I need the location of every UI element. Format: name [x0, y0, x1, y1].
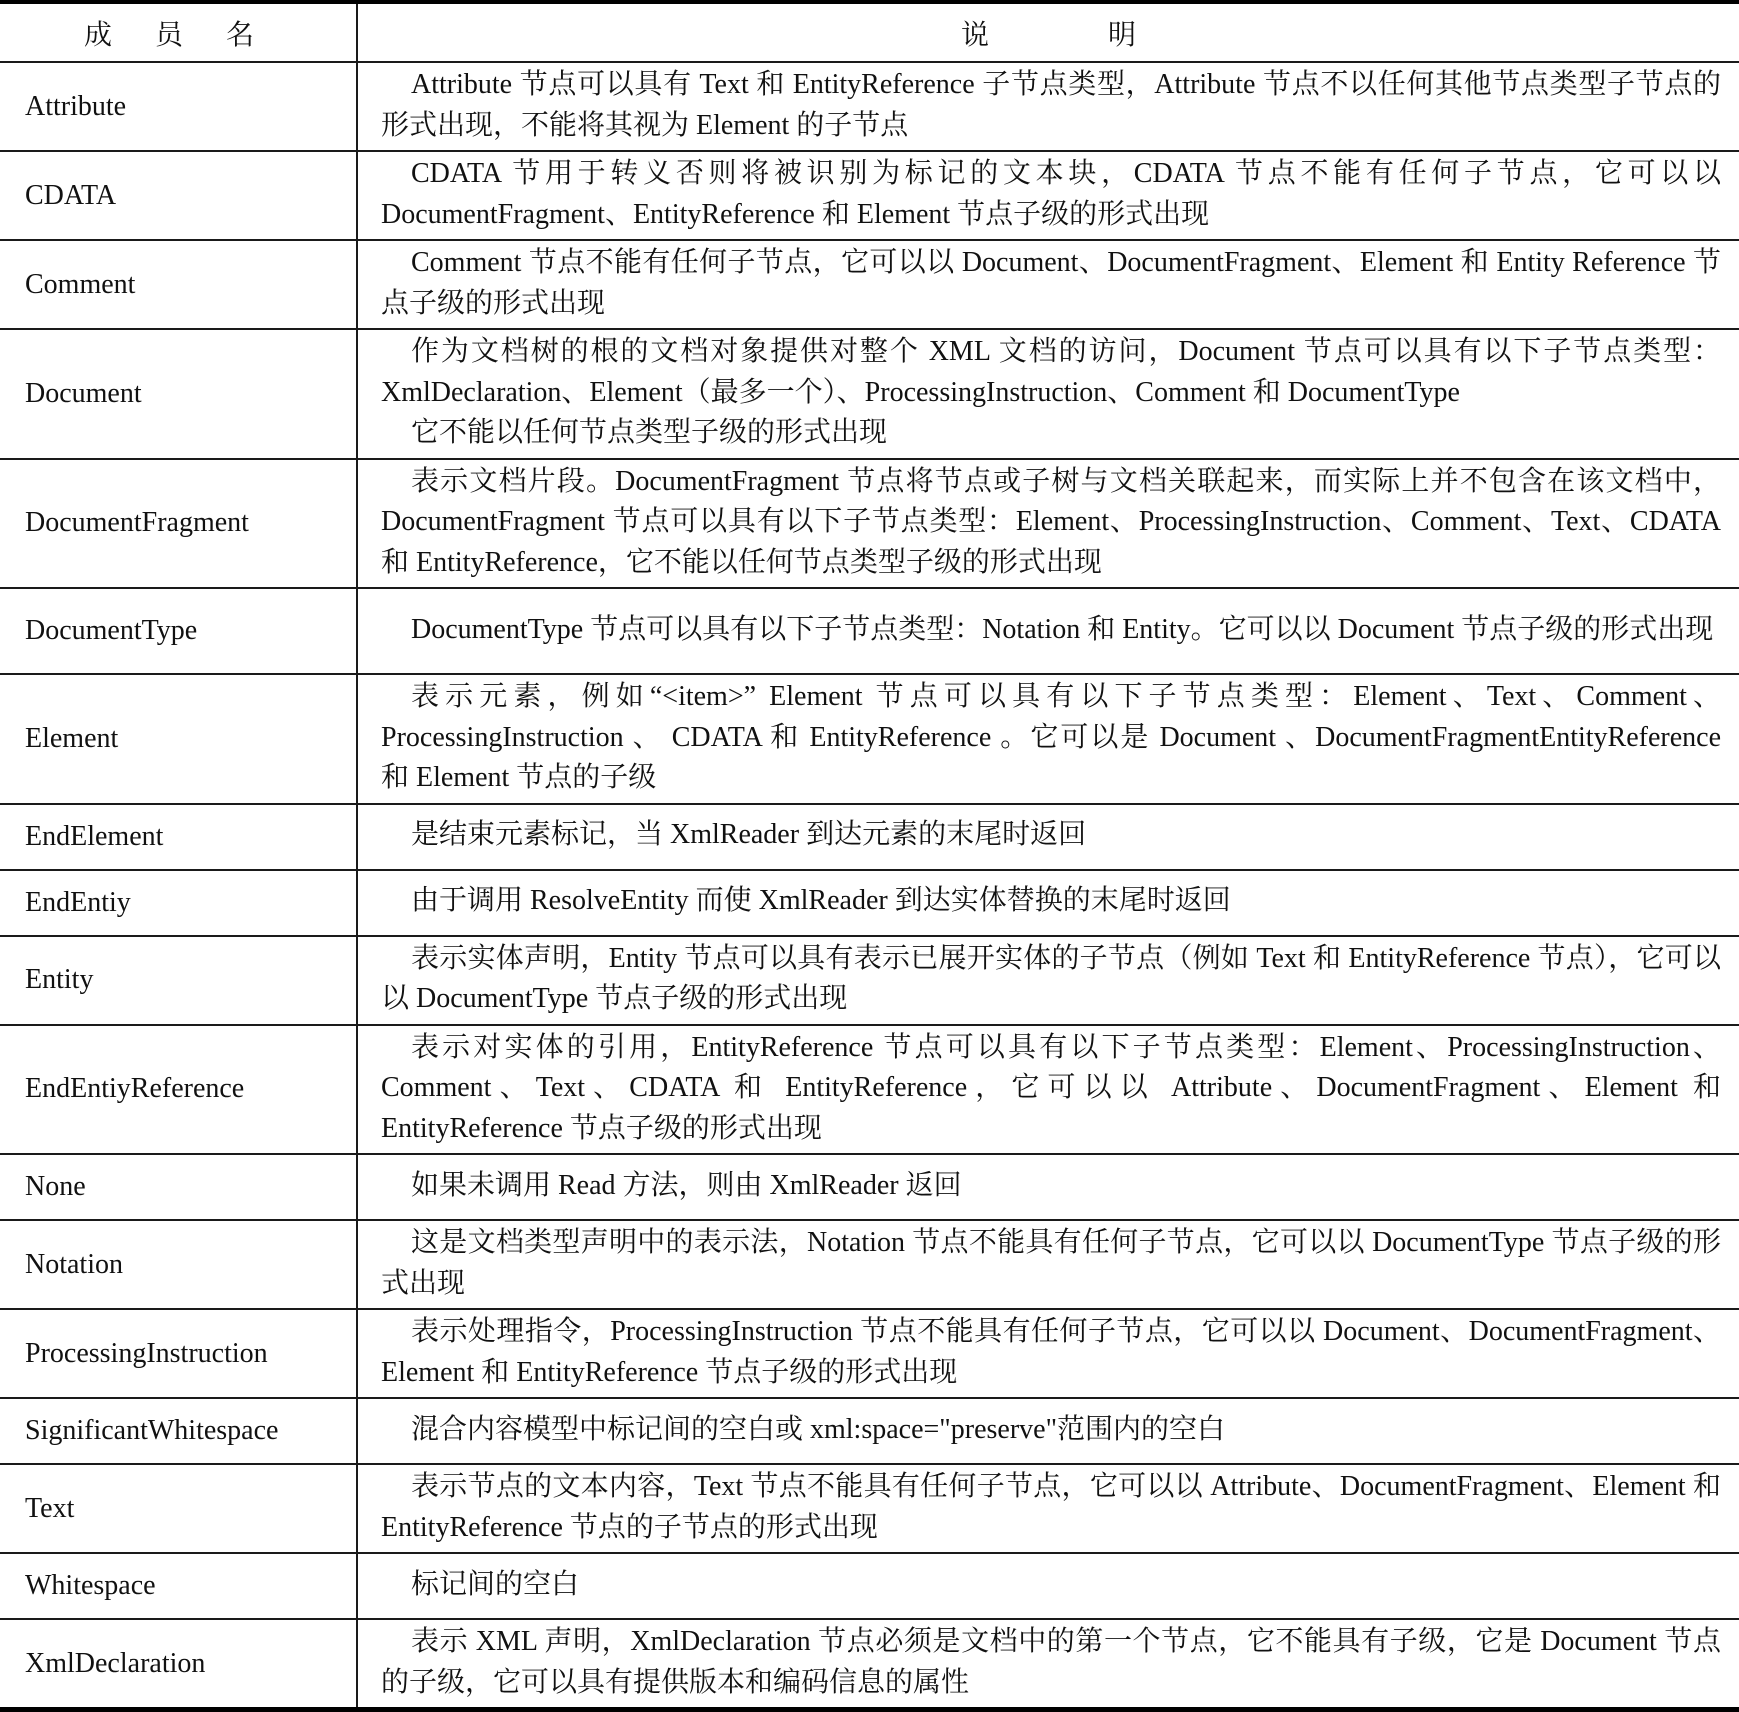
table-row	[0, 588, 1739, 674]
table-row	[0, 804, 1739, 870]
description-cell: 表示文档片段。DocumentFragment 节点将节点或子树与文档关联起来，而实际上并不包含在该文档中，DocumentFragment 节点可以具有以下子节点类型：Element、ProcessingInstruction、Comment、Text、CDATA 和 EntityReference，它不能以任何节点类型子级的形式出现	[357, 459, 1739, 589]
description-text: 作为文档树的根的文档对象提供对整个 XML 文档的访问，Document 节点可以具有以下子节点类型：XmlDeclaration、Element（最多一个）、ProcessingInstruction、Comment 和 DocumentType	[381, 336, 1721, 408]
description-cell: 标记间的空白	[357, 1553, 1739, 1619]
column-header-member-name: 成 员 名	[0, 2, 357, 62]
description-cell: DocumentType 节点可以具有以下子节点类型：Notation 和 Entity。它可以以 Document 节点子级的形式出现	[357, 588, 1739, 674]
member-name-cell: Comment	[0, 240, 357, 329]
member-name-cell: Document	[0, 329, 357, 459]
table-row	[0, 1464, 1739, 1553]
description-cell: 表示实体声明，Entity 节点可以具有表示已展开实体的子节点（例如 Text 和 EntityReference 节点），它可以以 DocumentType 节点子级的形式出现	[357, 936, 1739, 1025]
member-name-cell: DocumentFragment	[0, 459, 357, 589]
member-name-cell: None	[0, 1154, 357, 1220]
member-name-cell: Text	[0, 1464, 357, 1553]
description-cell: CDATA 节用于转义否则将被识别为标记的文本块，CDATA 节点不能有任何子节点，它可以以 DocumentFragment、EntityReference 和 Element 节点子级的形式出现	[357, 151, 1739, 240]
description-cell: 是结束元素标记，当 XmlReader 到达元素的末尾时返回	[357, 804, 1739, 870]
table-row	[0, 240, 1739, 329]
member-name-cell: SignificantWhitespace	[0, 1398, 357, 1464]
description-cell	[357, 329, 1739, 459]
table-row	[0, 1619, 1739, 1710]
table-row	[0, 870, 1739, 936]
description-cell: 表示 XML 声明，XmlDeclaration 节点必须是文档中的第一个节点，它不能具有子级，它是 Document 节点的子级，它可以具有提供版本和编码信息的属性	[357, 1619, 1739, 1710]
description-cell: 这是文档类型声明中的表示法，Notation 节点不能具有任何子节点，它可以以 DocumentType 节点子级的形式出现	[357, 1220, 1739, 1309]
member-name-cell: EndEntiyReference	[0, 1025, 357, 1155]
table-header-row	[0, 2, 1739, 62]
description-cell: 表示处理指令，ProcessingInstruction 节点不能具有任何子节点，它可以以 Document、DocumentFragment、Element 和 EntityReference 节点子级的形式出现	[357, 1309, 1739, 1398]
member-name-cell: Entity	[0, 936, 357, 1025]
description-text-extra: 它不能以任何节点类型子级的形式出现	[411, 417, 888, 448]
table-row	[0, 1154, 1739, 1220]
member-name-cell: DocumentType	[0, 588, 357, 674]
table-row	[0, 151, 1739, 240]
table-row	[0, 1025, 1739, 1155]
table-row	[0, 1220, 1739, 1309]
description-cell: 由于调用 ResolveEntity 而使 XmlReader 到达实体替换的末尾时返回	[357, 870, 1739, 936]
table-row	[0, 1309, 1739, 1398]
description-cell: 表示元素，例如“<item>” Element 节点可以具有以下子节点类型：Element、Text、Comment、ProcessingInstruction 、 CDATA 和 EntityReference 。它可以是 Document 、DocumentFragmentEntityReference 和 Element 节点的子级	[357, 674, 1739, 804]
member-name-cell: Notation	[0, 1220, 357, 1309]
member-name-cell: XmlDeclaration	[0, 1619, 357, 1710]
member-name-cell: Attribute	[0, 62, 357, 151]
table-row	[0, 459, 1739, 589]
description-cell: 混合内容模型中标记间的空白或 xml:space="preserve"范围内的空白	[357, 1398, 1739, 1464]
table-row	[0, 674, 1739, 804]
member-name-cell: CDATA	[0, 151, 357, 240]
member-name-cell: EndElement	[0, 804, 357, 870]
description-cell: 如果未调用 Read 方法，则由 XmlReader 返回	[357, 1154, 1739, 1220]
table-row	[0, 329, 1739, 459]
description-cell: Attribute 节点可以具有 Text 和 EntityReference 子节点类型，Attribute 节点不以任何其他节点类型子节点的形式出现，不能将其视为 Element 的子节点	[357, 62, 1739, 151]
member-name-cell: Element	[0, 674, 357, 804]
table-row	[0, 936, 1739, 1025]
table-row	[0, 1398, 1739, 1464]
member-name-cell: ProcessingInstruction	[0, 1309, 357, 1398]
column-header-description: 说 明	[357, 2, 1739, 62]
table-row	[0, 62, 1739, 151]
member-name-cell: Whitespace	[0, 1553, 357, 1619]
member-name-cell: EndEntiy	[0, 870, 357, 936]
description-cell: 表示节点的文本内容，Text 节点不能具有任何子节点，它可以以 Attribute、DocumentFragment、Element 和 EntityReference 节点的子节点的形式出现	[357, 1464, 1739, 1553]
table-row	[0, 1553, 1739, 1619]
description-cell: Comment 节点不能有任何子节点，它可以以 Document、DocumentFragment、Element 和 Entity Reference 节点子级的形式出现	[357, 240, 1739, 329]
description-cell: 表示对实体的引用，EntityReference 节点可以具有以下子节点类型：Element、ProcessingInstruction、Comment、Text、CDATA 和 EntityReference，它可以以 Attribute、DocumentFragment、Element 和 EntityReference 节点子级的形式出现	[357, 1025, 1739, 1155]
